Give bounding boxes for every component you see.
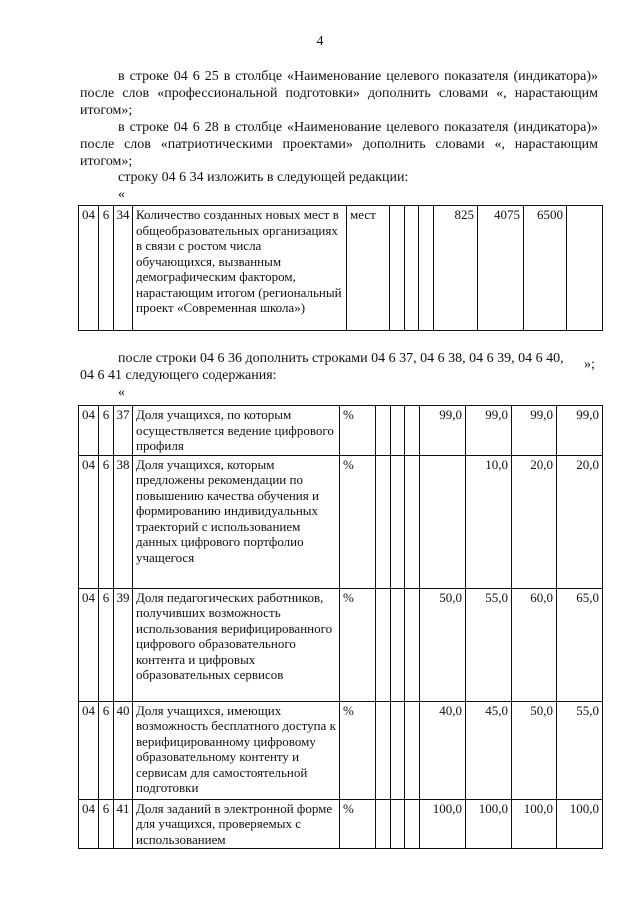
- cell-v4: 20,0: [557, 455, 603, 588]
- cell-c1: 04: [79, 588, 99, 701]
- cell-c3: 39: [114, 588, 133, 701]
- cell-c3: 37: [114, 406, 133, 456]
- cell-c1: 04: [79, 799, 99, 849]
- cell-v2: 100,0: [466, 799, 512, 849]
- cell-v2: 55,0: [466, 588, 512, 701]
- cell-e2: [391, 588, 405, 701]
- cell-unit: %: [340, 588, 376, 701]
- cell-e3: [405, 701, 420, 799]
- cell-e2: [405, 206, 419, 331]
- closing-quote-1: »;: [584, 357, 595, 372]
- paragraph-row-34: строку 04 6 34 изложить в следующей редакции:: [118, 170, 409, 185]
- cell-name: Количество созданных новых мест в общеобразовательных организациях в связи с ростом числа обучающихся, вызванным демографическим фактором, нарастающим итогом (региональный проект «Современная школа»): [133, 206, 347, 331]
- cell-c2: 6: [99, 588, 114, 701]
- indicator-table-1: [78, 205, 603, 331]
- cell-e1: [376, 588, 391, 701]
- cell-v3: 99,0: [512, 406, 557, 456]
- cell-e3: [405, 799, 420, 849]
- table-row: [79, 588, 603, 701]
- cell-v1: 99,0: [420, 406, 466, 456]
- cell-e1: [376, 455, 391, 588]
- cell-c2: 6: [99, 206, 114, 331]
- cell-v3: 50,0: [512, 701, 557, 799]
- cell-unit: мест: [347, 206, 390, 331]
- cell-v2: 99,0: [466, 406, 512, 456]
- cell-name: Доля учащихся, по которым осуществляется ведение цифрового профиля: [133, 406, 340, 456]
- cell-unit: %: [340, 799, 376, 849]
- cell-c2: 6: [99, 701, 114, 799]
- cell-c2: 6: [99, 455, 114, 588]
- cell-v4: 100,0: [557, 799, 603, 849]
- cell-e2: [391, 701, 405, 799]
- page-number: 4: [316, 34, 324, 49]
- cell-c3: 41: [114, 799, 133, 849]
- cell-v1: [420, 455, 466, 588]
- cell-e1: [376, 701, 391, 799]
- paragraph-row-28: в строке 04 6 28 в столбце «Наименование целевого показателя (индикатора)» после слов «патриотическими проектами» дополнить словами «, нарастающим итогом»;: [80, 120, 598, 169]
- cell-v2: 4075: [478, 206, 524, 331]
- cell-name: Доля заданий в электронной форме для учащихся, проверяемых с использованием: [133, 799, 340, 849]
- cell-unit: %: [340, 701, 376, 799]
- cell-unit: %: [340, 406, 376, 456]
- cell-c1: 04: [79, 206, 99, 331]
- cell-v1: 50,0: [420, 588, 466, 701]
- cell-v3: 6500: [524, 206, 567, 331]
- cell-c3: 40: [114, 701, 133, 799]
- cell-c3: 38: [114, 455, 133, 588]
- cell-v2: 10,0: [466, 455, 512, 588]
- cell-name: Доля учащихся, которым предложены рекомендации по повышению качества обучения и формированию индивидуальных траекторий с использованием данных цифрового портфолио учащегося: [133, 455, 340, 588]
- table-row: [79, 455, 603, 588]
- table-row: [79, 799, 603, 849]
- cell-c1: 04: [79, 455, 99, 588]
- cell-name: Доля учащихся, имеющих возможность бесплатного доступа к верифицированному цифровому образовательному контенту и сервисам для самостоятельной подготовки: [133, 701, 340, 799]
- table-row: [79, 701, 603, 799]
- cell-v3: 20,0: [512, 455, 557, 588]
- cell-e1: [376, 799, 391, 849]
- cell-name: Доля педагогических работников, получивших возможность использования верифицированного цифрового образовательного контента и цифровых образовательных сервисов: [133, 588, 340, 701]
- cell-e1: [390, 206, 405, 331]
- cell-v3: 100,0: [512, 799, 557, 849]
- cell-c2: 6: [99, 799, 114, 849]
- cell-e3: [405, 588, 420, 701]
- cell-v4: [567, 206, 603, 331]
- paragraph-row-25: в строке 04 6 25 в столбце «Наименование целевого показателя (индикатора)» после слов «профессиональной подготовки» дополнить словами «, нарастающим итогом»;: [80, 69, 598, 118]
- opening-quote-1: «: [118, 187, 125, 202]
- cell-v4: 65,0: [557, 588, 603, 701]
- cell-e1: [376, 406, 391, 456]
- cell-c1: 04: [79, 406, 99, 456]
- cell-v4: 99,0: [557, 406, 603, 456]
- cell-unit: %: [340, 455, 376, 588]
- cell-e2: [391, 406, 405, 456]
- table-row: [79, 406, 603, 456]
- cell-v1: 100,0: [420, 799, 466, 849]
- cell-v3: 60,0: [512, 588, 557, 701]
- paragraph-after-36-line2: 04 6 41 следующего содержания:: [80, 368, 277, 383]
- cell-v2: 45,0: [466, 701, 512, 799]
- cell-c2: 6: [99, 406, 114, 456]
- opening-quote-2: «: [118, 385, 125, 400]
- cell-c3: 34: [114, 206, 133, 331]
- table-row: [79, 206, 603, 331]
- cell-e2: [391, 455, 405, 588]
- cell-e3: [419, 206, 434, 331]
- cell-v4: 55,0: [557, 701, 603, 799]
- cell-e3: [405, 455, 420, 588]
- paragraph-after-36-line1: после строки 04 6 36 дополнить строками 04 6 37, 04 6 38, 04 6 39, 04 6 40,: [118, 351, 564, 366]
- cell-v1: 40,0: [420, 701, 466, 799]
- cell-e3: [405, 406, 420, 456]
- cell-e2: [391, 799, 405, 849]
- cell-c1: 04: [79, 701, 99, 799]
- cell-v1: 825: [434, 206, 478, 331]
- indicator-table-2: [78, 405, 603, 849]
